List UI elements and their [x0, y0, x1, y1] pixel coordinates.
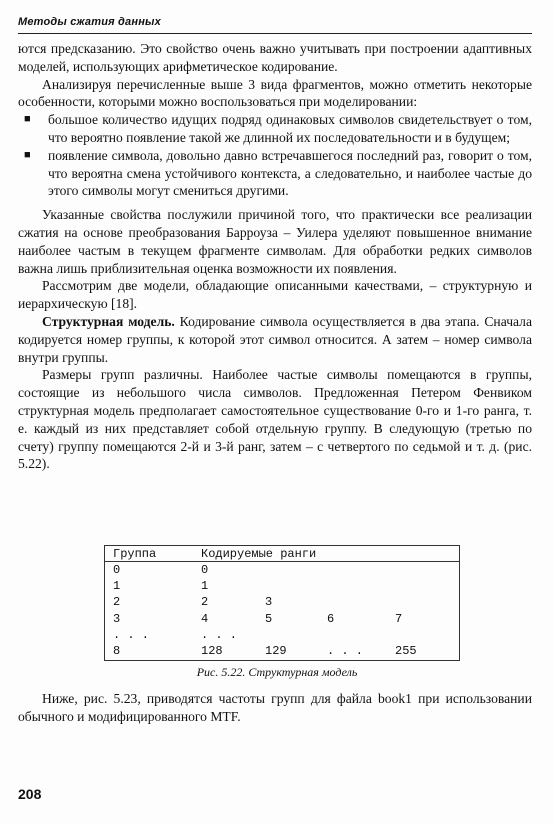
paragraph-3: Указанные свойства послужили причиной того, что практически все реализации сжатия на основе преобразования Барроуза – Уилера уделяют повышенное внимание наиболее частым в текущем фрагменте символам. Для обработки редких символов важна лишь приблизительная оценка возможности их появления. — [18, 207, 532, 276]
table-cell: 255 — [395, 643, 417, 658]
paragraph-5 — [18, 313, 532, 366]
table-cell: 1 — [201, 579, 209, 594]
table-cell: 0 — [201, 563, 209, 577]
bullet-icon: ■ — [24, 148, 31, 161]
list-item-text: появление символа, довольно давно встречавшегося последний раз, говорит о том, что вероятна смена устойчивого контекста, а следовательно, и наиболее частые до этого символы могут смениться другими. — [48, 147, 532, 199]
bullet-icon: ■ — [24, 113, 31, 126]
body-text-after-figure — [18, 690, 532, 726]
table-cell: 8 — [113, 643, 121, 658]
table-cell: 6 — [327, 611, 335, 626]
table-cell: 3 — [113, 611, 121, 626]
figure-caption: Рис. 5.22. Структурная модель — [196, 665, 358, 679]
table-cell: . . . — [113, 627, 150, 642]
running-header: Методы сжатия данных — [18, 16, 161, 28]
table-cell: 3 — [265, 595, 273, 610]
bullet-list — [18, 111, 532, 200]
table-row — [105, 562, 459, 578]
header-rule — [18, 33, 532, 34]
paragraph-1: ются предсказанию. Это свойство очень важно учитывать при построении адаптивных моделей, использующих арифметическое кодирование. — [18, 41, 532, 74]
table-cell: 2 — [113, 595, 121, 610]
figure-structural-model-table — [104, 545, 460, 661]
paragraph-2: Анализируя перечисленные выше 3 вида фрагментов, можно отметить некоторые особенности, которыми можно воспользоваться при моделировании: — [18, 76, 532, 110]
table-cell: 4 — [201, 611, 209, 626]
table-cell: 7 — [395, 611, 403, 626]
page-number: 208 — [18, 786, 42, 802]
table-row — [105, 627, 459, 643]
list-item-text: большое количество идущих подряд одинаковых символов свидетельствует о том, что вероятно появление такой же длинной их последовательности и в будущем; — [48, 112, 532, 145]
table-cell: . . . — [201, 627, 238, 642]
table-row — [105, 611, 459, 627]
paragraph-5-text: Кодирование символа осуществляется в два этапа. Сначала кодируется номер группы, к которой этот символ относится. А затем – номер символа внутри группы. — [18, 313, 532, 365]
table-cell: . . . — [327, 643, 364, 658]
paragraph-4: Рассмотрим две модели, обладающие описанными качествами, – структурную и иерархическую [18]. — [18, 278, 532, 312]
table-row — [105, 594, 459, 610]
paragraph-6: Размеры групп различны. Наиболее частые символы помещаются в группы, состоящие из небольшого числа символов. Предложенная Петером Фенвиком структурная модель предполагает самостоятельное существование 0-го и 1-го ранга, т. е. каждый из них представляет собой отдельную группу. В следующую (третью по счету) группу помещаются 2-й и 3-й ранг, затем – с четвертого по седьмой и т. д. (рис. 5.22). — [18, 367, 532, 472]
table-cell: 5 — [265, 611, 273, 626]
table-cell: 1 — [113, 579, 121, 594]
table-cell: 2 — [201, 595, 209, 610]
section-heading: Структурная модель. — [42, 313, 175, 329]
list-item — [18, 147, 532, 200]
table-cell: 0 — [113, 563, 121, 577]
list-item — [18, 111, 532, 147]
body-text — [18, 40, 532, 473]
figure-header-ranks: Кодируемые ранги — [201, 547, 317, 561]
table-cell: 129 — [265, 643, 287, 658]
paragraph-7: Ниже, рис. 5.23, приводятся частоты групп для файла book1 при использовании обычного и модифицированного MTF. — [18, 691, 532, 724]
table-row — [105, 578, 459, 594]
table-cell: 128 — [201, 643, 223, 658]
figure-header-group: Группа — [113, 547, 157, 561]
table-row — [105, 643, 459, 659]
figure-header-row — [105, 546, 459, 562]
